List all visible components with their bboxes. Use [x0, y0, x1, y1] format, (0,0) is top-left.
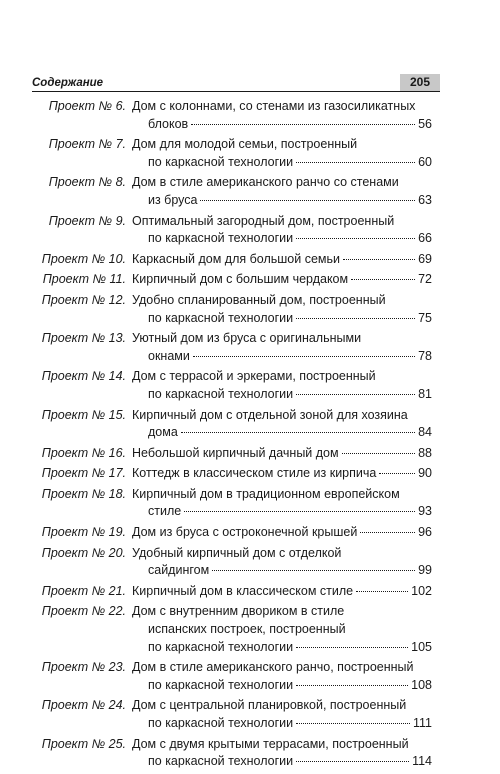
toc-entry [32, 486, 432, 521]
toc-entry-line [132, 213, 432, 231]
toc-entry [32, 659, 432, 694]
toc-entry-line [132, 174, 432, 192]
toc-entry-title: Дом для молодой семьи, построенный [132, 137, 358, 152]
toc-entry-body [132, 465, 432, 483]
toc-entry-body [132, 407, 432, 442]
toc-entry-body [132, 368, 432, 403]
toc-entry-line [132, 753, 432, 771]
toc-entry-page: 72 [418, 272, 432, 287]
dot-leader [296, 685, 408, 686]
toc-entry-line [132, 271, 432, 289]
toc-entry-title: блоков [148, 116, 189, 131]
toc-entry-line [132, 639, 432, 657]
toc-entry [32, 583, 432, 601]
toc-entry-line [132, 348, 432, 366]
toc-entry-line [132, 603, 432, 621]
page-number: 205 [400, 74, 440, 91]
toc-entry-body [132, 524, 432, 542]
toc-entry [32, 271, 432, 289]
toc-entry-title: по каркасной технологии [148, 639, 294, 654]
toc-entry [32, 407, 432, 442]
dot-leader [184, 511, 415, 512]
toc-entry-body [132, 583, 432, 601]
toc-entry-page: 84 [418, 425, 432, 440]
toc-entry-label: Проект № 21. [41, 583, 126, 598]
toc-entry-title: по каркасной технологии [148, 231, 294, 246]
toc-entry-page: 111 [412, 716, 432, 730]
toc-entry [32, 368, 432, 403]
toc-entry-title: по каркасной технологии [148, 154, 294, 169]
toc-entry-page: 96 [418, 525, 432, 540]
dot-leader [212, 570, 415, 571]
toc-entry-line [132, 136, 432, 154]
toc-entry-line [132, 251, 432, 269]
toc-entry-title: Дом в стиле американского ранчо, построенный [132, 660, 414, 675]
toc-entry-label: Проект № 23. [41, 660, 126, 675]
toc-entry-page: 99 [418, 563, 432, 578]
toc-entry [32, 251, 432, 269]
toc-entry-body [132, 603, 432, 656]
toc-entry [32, 545, 432, 580]
toc-entry-line [132, 116, 432, 134]
toc-entry-label: Проект № 10. [41, 251, 126, 266]
toc-entry-body [132, 486, 432, 521]
toc-entry [32, 98, 432, 133]
toc-entry-title: дома [148, 425, 178, 440]
toc-entry-title: Каркасный дом для большой семьи [132, 251, 340, 266]
toc-entry-body [132, 659, 432, 694]
dot-leader [296, 647, 408, 648]
toc-entry-line [132, 445, 432, 463]
toc-entry-body [132, 98, 432, 133]
toc-entry [32, 445, 432, 463]
toc-entry [32, 136, 432, 171]
dot-leader [181, 432, 415, 433]
toc-entry-label: Проект № 11. [42, 272, 126, 287]
toc-entry-title: окнами [148, 348, 190, 363]
dot-leader [296, 162, 415, 163]
toc-entry [32, 697, 432, 732]
toc-entry-body [132, 174, 432, 209]
table-of-contents [32, 98, 432, 774]
toc-entry-title: испанских построек, построенный [148, 622, 346, 637]
dot-leader [200, 200, 415, 201]
toc-entry-label: Проект № 6. [48, 99, 126, 113]
toc-entry-page: 108 [411, 677, 432, 692]
toc-entry-label: Проект № 7. [48, 137, 126, 152]
toc-entry-body [132, 251, 432, 269]
toc-entry [32, 330, 432, 365]
toc-entry-line [132, 524, 432, 542]
toc-entry-line [132, 715, 432, 733]
toc-entry [32, 465, 432, 483]
toc-entry-body [132, 697, 432, 732]
toc-entry-body [132, 330, 432, 365]
toc-entry-label: Проект № 17. [41, 466, 126, 481]
toc-entry-title: Уютный дом из бруса с оригинальными [132, 331, 362, 346]
toc-entry-page: 114 [412, 754, 432, 769]
toc-entry-line [132, 486, 432, 504]
toc-entry-label: Проект № 12. [41, 292, 126, 307]
toc-entry-label: Проект № 24. [41, 698, 126, 713]
toc-entry-title: Дом с центральной планировкой, построенный [132, 698, 407, 713]
toc-entry-label: Проект № 14. [41, 369, 126, 384]
toc-entry-line [132, 621, 432, 639]
toc-entry-title: Дом в стиле американского ранчо со стенами [132, 175, 399, 190]
dot-leader [351, 279, 415, 280]
toc-entry-title: по каркасной технологии [148, 677, 294, 692]
toc-entry-page: 60 [418, 154, 432, 169]
toc-entry-line [132, 292, 432, 310]
toc-entry-body [132, 292, 432, 327]
toc-entry-line [132, 310, 432, 328]
toc-entry-label: Проект № 13. [41, 331, 126, 346]
toc-entry-label: Проект № 8. [48, 175, 126, 190]
toc-entry-page: 69 [418, 251, 432, 266]
running-header [32, 74, 440, 94]
toc-entry-page: 63 [418, 192, 432, 207]
toc-entry-title: по каркасной технологии [148, 716, 294, 730]
toc-entry-title: Дом из бруса с остроконечной крышей [132, 525, 358, 540]
toc-entry-body [132, 445, 432, 463]
toc-entry-title: по каркасной технологии [148, 754, 294, 769]
dot-leader [296, 318, 415, 319]
toc-entry-line [132, 677, 432, 695]
toc-entry-title: Кирпичный дом в традиционном европейском [132, 486, 400, 501]
toc-entry-title: Кирпичный дом с отдельной зоной для хозяина [132, 407, 408, 422]
toc-entry [32, 213, 432, 248]
toc-entry-line [132, 424, 432, 442]
toc-entry-title: Кирпичный дом в классическом стиле [132, 583, 354, 598]
toc-entry-label: Проект № 25. [41, 736, 126, 751]
toc-entry-page: 75 [418, 310, 432, 325]
toc-entry-page: 105 [411, 639, 432, 654]
toc-entry-page: 56 [418, 116, 432, 131]
toc-entry-title: по каркасной технологии [148, 310, 294, 325]
toc-entry-line [132, 192, 432, 210]
toc-entry-body [132, 213, 432, 248]
dot-leader [296, 238, 415, 239]
toc-entry-line [132, 154, 432, 172]
toc-entry-title: Оптимальный загородный дом, построенный [132, 213, 395, 228]
toc-entry-line [132, 583, 432, 601]
toc-entry-line [132, 659, 432, 677]
dot-leader [193, 356, 415, 357]
toc-entry-page: 102 [411, 583, 432, 598]
toc-entry-line [132, 465, 432, 483]
toc-entry-title: Удобно спланированный дом, построенный [132, 292, 386, 307]
toc-entry [32, 292, 432, 327]
toc-entry-title: сайдингом [148, 563, 210, 578]
dot-leader [296, 761, 409, 762]
toc-entry-line [132, 98, 432, 116]
toc-entry-line [132, 562, 432, 580]
toc-entry-body [132, 271, 432, 289]
toc-entry-label: Проект № 19. [41, 525, 126, 540]
toc-entry-label: Проект № 22. [41, 604, 126, 619]
toc-entry-page: 81 [418, 386, 432, 401]
toc-entry-body [132, 136, 432, 171]
toc-entry-page: 88 [418, 445, 432, 460]
toc-entry-line [132, 545, 432, 563]
toc-entry-label: Проект № 15. [41, 407, 126, 422]
toc-entry-title: Дом с двумя крытыми террасами, построенный [132, 736, 409, 751]
dot-leader [356, 591, 408, 592]
toc-entry-title: Дом с террасой и эркерами, построенный [132, 369, 376, 384]
dot-leader [296, 723, 410, 724]
toc-entry-body [132, 545, 432, 580]
toc-entry-label: Проект № 16. [41, 445, 126, 460]
toc-entry-title: Коттедж в классическом стиле из кирпича [132, 466, 377, 481]
toc-entry-line [132, 386, 432, 404]
toc-entry-line [132, 330, 432, 348]
dot-leader [379, 473, 415, 474]
toc-entry-label: Проект № 20. [41, 545, 126, 560]
toc-entry-line [132, 503, 432, 521]
header-rule [32, 91, 440, 92]
dot-leader [360, 532, 415, 533]
dot-leader [191, 124, 415, 125]
toc-entry-line [132, 230, 432, 248]
toc-entry-page: 66 [418, 231, 432, 246]
toc-entry-title: по каркасной технологии [148, 386, 294, 401]
section-title: Содержание [32, 77, 104, 89]
toc-entry-page: 93 [418, 504, 432, 519]
toc-entry-label: Проект № 18. [41, 486, 126, 501]
toc-entry-line [132, 697, 432, 715]
toc-entry [32, 524, 432, 542]
toc-entry-title: Небольшой кирпичный дачный дом [132, 445, 339, 460]
toc-entry-title: Дом с внутренним двориком в стиле [132, 604, 345, 619]
toc-entry-body [132, 736, 432, 771]
toc-entry-label: Проект № 9. [48, 213, 126, 228]
toc-entry [32, 736, 432, 771]
toc-entry-title: Кирпичный дом с большим чердаком [132, 272, 349, 287]
toc-entry-title: из бруса [148, 192, 198, 207]
dot-leader [342, 453, 416, 454]
toc-entry-line [132, 736, 432, 754]
toc-entry [32, 603, 432, 656]
toc-entry-title: Удобный кирпичный дом с отделкой [132, 545, 342, 560]
toc-entry-title: стиле [148, 504, 182, 519]
toc-entry-line [132, 407, 432, 425]
toc-entry-page: 78 [418, 348, 432, 363]
dot-leader [296, 394, 415, 395]
dot-leader [343, 259, 415, 260]
toc-entry-line [132, 368, 432, 386]
toc-entry [32, 174, 432, 209]
toc-entry-title: Дом с колоннами, со стенами из газосиликатных [132, 99, 416, 113]
toc-entry-page: 90 [418, 466, 432, 481]
